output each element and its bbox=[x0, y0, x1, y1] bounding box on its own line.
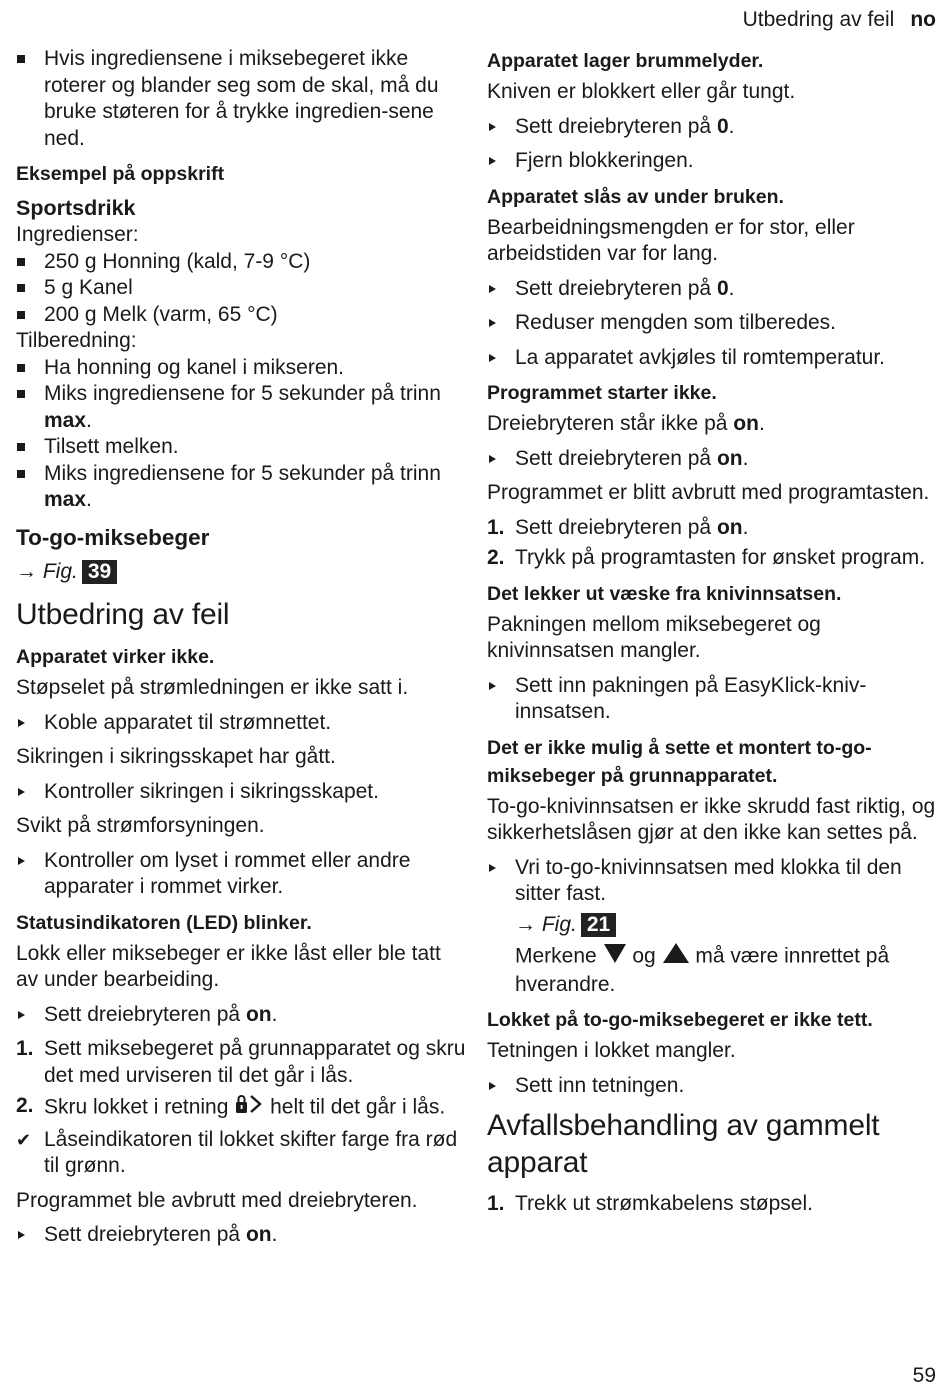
recipe-title: Sportsdrikk bbox=[16, 196, 136, 220]
lock-direction-icon bbox=[234, 1093, 264, 1123]
step-item: 2. Trykk på programtasten for ønsket program. bbox=[487, 546, 926, 569]
fault-title: Det lekker ut væske fra knivinnsatsen. bbox=[487, 582, 842, 605]
ingredient-item: 200 g Melk (varm, 65 °C) bbox=[44, 302, 278, 326]
ingredient-item: 250 g Honning (kald, 7-9 °C) bbox=[44, 249, 311, 273]
step-item: 1. Trekk ut strømkabelens støpsel. bbox=[487, 1192, 813, 1215]
figure-reference: → Fig. 39 bbox=[16, 559, 468, 586]
action-item: Kontroller sikringen i sikringsskapet. bbox=[44, 779, 379, 803]
list-item: Hvis ingrediensene i miksebegeret ikke roterer og blander seg som de skal, må du bruke støteren for å trykke ingredien-sene ned. bbox=[44, 47, 439, 150]
action-item: Kontroller om lyset i rommet eller andre apparater i rommet virker. bbox=[44, 848, 411, 898]
troubleshooting-heading: Utbedring av feil bbox=[16, 598, 230, 631]
action-item: Sett dreiebryteren på on. bbox=[44, 1002, 278, 1026]
action-item: Sett dreiebryteren på on. bbox=[44, 1223, 278, 1246]
fault-title: Programmet starter ikke. bbox=[487, 382, 717, 404]
fault-title: Det er ikke mulig å sette et montert to-go-miksebeger på grunnapparatet. bbox=[487, 736, 872, 787]
figure-number-badge: 21 bbox=[581, 913, 616, 937]
ingredients-label: Ingredienser: bbox=[16, 223, 139, 246]
action-item: Fjern blokkeringen. bbox=[515, 149, 694, 172]
header-lang: no bbox=[910, 8, 936, 31]
alignment-note: Merkene og må være innrettet på hverandre. bbox=[487, 942, 937, 998]
figure-reference: → Fig. 21 bbox=[487, 912, 937, 939]
check-icon: ✔ bbox=[16, 1129, 32, 1150]
figure-number-badge: 39 bbox=[82, 560, 117, 584]
left-column: Hvis ingrediensene i miksebegeret ikke roterer og blander seg som de skal, må du bruke støteren for å trykke ingredien-sene ned. Eksempel på oppskrift Sportsdrikk Ingredienser: 250 g Honning (kald, 7-9 °C) 5 g Kanel 200 g Melk (varm, 65 °C) Tilberedning: Ha honning og kanel i mikseren. Miks ingrediensene for 5 sekunder på trinn max. Tilsett melken. Miks ingrediensene for 5 sekunder på trinn max. To-go-miksebeger → Fig. 39 Utbedring av feil Apparatet virker ikke. Støpselet på strømledningen er ikke satt i. Koble apparatet til strømnettet. Sikringen i sikringsskapet har gått. Kontroller sikringen i sikringsskapet. Svikt på strømforsyningen. Kontroller om lyset i rommet eller andre apparater i rommet virker. Statusindikatoren (LED) blinker. Lokk eller miksebeger er ikke låst eller ble tatt av under bearbeiding. Sett dreiebryteren på on. 1. Sett miksebegeret på grunnapparatet og skru det med urviseren til det går i lås. 2. Skru lokket i retning helt til det går i lås. ✔ Låseindikatoren til lokket skifter farge fra rød til grønn. Programmet ble avbrutt med dreiebryteren. Sett dreiebryteren på on. bbox=[16, 46, 468, 1257]
action-item: Sett dreiebryteren på 0. bbox=[515, 114, 735, 138]
action-item: Sett inn tetningen. bbox=[515, 1073, 685, 1097]
fault-title: Lokket på to-go-miksebegeret er ikke tett. bbox=[487, 1009, 873, 1031]
example-heading: Eksempel på oppskrift bbox=[16, 163, 225, 185]
fault-title: Statusindikatoren (LED) blinker. bbox=[16, 911, 312, 934]
action-item: Vri to-go-knivinnsatsen med klokka til den sitter fast. bbox=[515, 855, 902, 905]
running-header bbox=[743, 7, 936, 34]
action-item: Koble apparatet til strømnettet. bbox=[44, 710, 332, 734]
result-item: ✔ Låseindikatoren til lokket skifter farge fra rød til grønn. bbox=[16, 1127, 458, 1177]
action-item: Sett inn pakningen på EasyKlick-kniv-innsatsen. bbox=[515, 673, 867, 723]
action-item: Sett dreiebryteren på 0. bbox=[515, 276, 735, 300]
action-item: La apparatet avkjøles til romtemperatur. bbox=[515, 345, 886, 369]
page-number: 59 bbox=[912, 1364, 936, 1387]
step-item: 1. Sett dreiebryteren på on. bbox=[487, 515, 749, 539]
step-item: 2. Skru lokket i retning helt til det går i lås. bbox=[16, 1093, 468, 1123]
ingredient-item: 5 g Kanel bbox=[44, 276, 133, 299]
fault-title: Apparatet lager brummelyder. bbox=[487, 50, 764, 72]
list-item: Miks ingrediensene for 5 sekunder på trinn max. bbox=[44, 382, 441, 432]
action-item: Sett dreiebryteren på on. bbox=[515, 446, 749, 470]
fault-title: Apparatet slås av under bruken. bbox=[487, 185, 784, 208]
ingredient-list bbox=[16, 249, 468, 329]
disposal-heading: Avfallsbehandling av gammelt apparat bbox=[487, 1109, 880, 1179]
list-item: Miks ingrediensene for 5 sekunder på trinn max. bbox=[44, 461, 441, 511]
fault-title: Apparatet virker ikke. bbox=[16, 646, 215, 668]
right-column: Apparatet lager brummelyder. Kniven er blokkert eller går tungt. Sett dreiebryteren på 0. Fjern blokkeringen. Apparatet slås av under bruken. Bearbeidningsmengden er for stor, eller arbeidstiden var for lang. Sett dreiebryteren på 0. Reduser mengden som tilberedes. La apparatet avkjøles til romtemperatur. Programmet starter ikke. Dreiebryteren står ikke på on. Sett dreiebryteren på on. Programmet er blitt avbrutt med programtasten. 1. Sett dreiebryteren på on. 2. Trykk på programtasten for ønsket program. Det lekker ut væske fra knivinnsatsen. Pakningen mellom miksebegeret og knivinnsatsen mangler. Sett inn pakningen på EasyKlick-kniv-innsatsen. Det er ikke mulig å sette et montert to-go-miksebeger på grunnapparatet. To-go-knivinnsatsen er ikke skrudd fast riktig, og sikkerhetslåsen gjør at den ikke kan settes på. Vri to-go-knivinnsatsen med klokka til den sitter fast. → Fig. 21 Merkene og må være innrettet på hverandre. Lokket på to-go-miksebegeret er ikke tett. Tetningen i lokket mangler. Sett inn tetningen. Avfallsbehandling av gammelt apparat 1. Trekk ut strømkabelens støpsel. bbox=[487, 47, 937, 1226]
action-item: Reduser mengden som tilberedes. bbox=[515, 311, 837, 334]
list-item: Tilsett melken. bbox=[44, 435, 179, 458]
step-item: 1. Sett miksebegeret på grunnapparatet og skru det med urviseren til det går i lås. bbox=[16, 1037, 466, 1087]
togo-heading: To-go-miksebeger bbox=[16, 524, 210, 550]
triangle-up-icon bbox=[662, 942, 690, 972]
triangle-down-icon bbox=[603, 942, 627, 972]
prep-label: Tilberedning: bbox=[16, 329, 137, 352]
header-section: Utbedring av feil bbox=[742, 8, 895, 31]
list-item: Ha honning og kanel i mikseren. bbox=[44, 355, 345, 379]
